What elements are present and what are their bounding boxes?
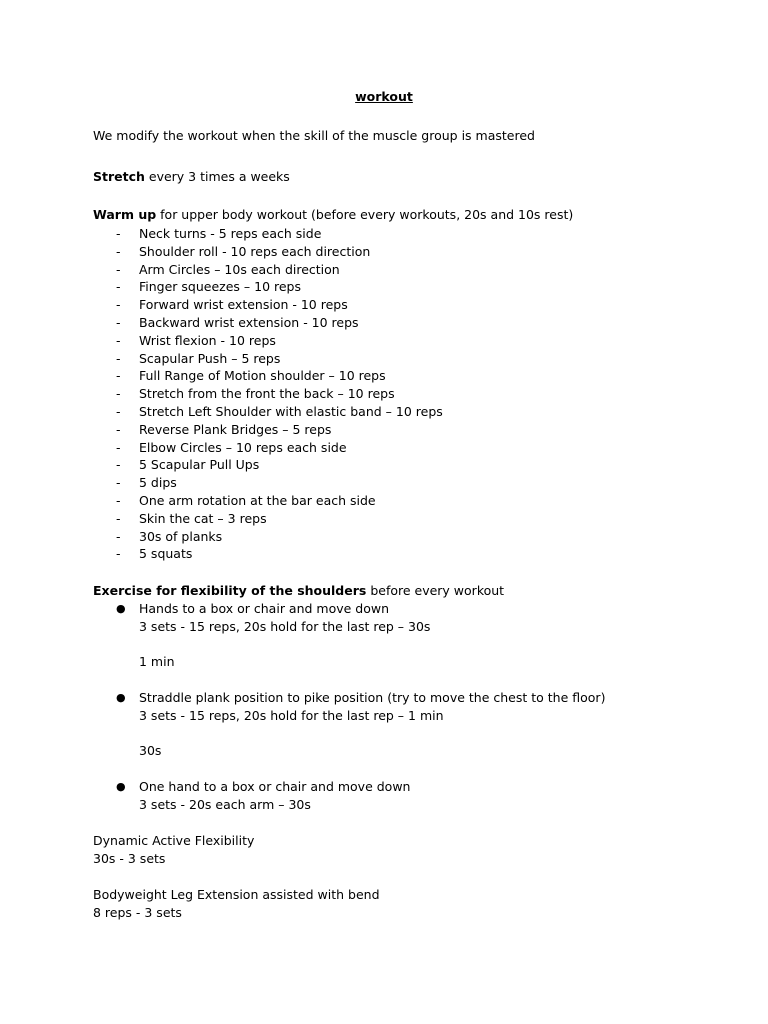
dash-marker: - [116, 314, 121, 330]
list-item: - Reverse Plank Bridges – 5 reps [116, 421, 332, 437]
flexibility-item-title: Hands to a box or chair and move down [139, 601, 390, 616]
leg-extension-detail: 8 reps - 3 sets [93, 904, 182, 920]
flexibility-item-extra: 1 min [139, 653, 175, 669]
document-title: workout [355, 89, 413, 104]
flexibility-text: before every workout [366, 583, 505, 598]
list-item: - Elbow Circles – 10 reps each side [116, 439, 347, 455]
bullet-marker: ● [116, 780, 126, 793]
bullet-marker: ● [116, 691, 126, 704]
intro-paragraph: We modify the workout when the skill of the muscle group is mastered [93, 128, 535, 143]
dash-marker: - [116, 386, 121, 402]
flexibility-item-detail: 3 sets - 20s each arm – 30s [139, 796, 311, 812]
bullet-marker: ● [116, 602, 126, 615]
list-item: - Backward wrist extension - 10 reps [116, 314, 359, 330]
flexibility-item [93, 689, 605, 759]
dash-marker: - [116, 350, 121, 366]
list-item: - Shoulder roll - 10 reps each direction [116, 243, 371, 259]
stretch-text: every 3 times a weeks [144, 169, 290, 184]
list-item: - 5 dips [116, 475, 177, 491]
flexibility-item [93, 778, 410, 814]
list-item: - Skin the cat – 3 reps [116, 510, 267, 526]
list-item: - 30s of planks [116, 528, 223, 544]
dash-marker: - [116, 510, 121, 526]
flexibility-heading-line [93, 582, 733, 600]
dash-marker: - [116, 457, 121, 473]
dash-marker: - [116, 243, 121, 259]
dynamic-flexibility-section [93, 832, 733, 868]
dash-marker: - [116, 261, 121, 277]
list-item: - Wrist flexion - 10 reps [116, 332, 276, 348]
flexibility-item-title: One hand to a box or chair and move down [139, 779, 411, 794]
warmup-text: for upper body workout (before every workouts, 20s and 10s rest) [156, 207, 574, 222]
stretch-heading: Stretch [93, 169, 145, 184]
dash-marker: - [116, 439, 121, 455]
flexibility-item-extra: 30s [139, 742, 162, 758]
dash-marker: - [116, 368, 121, 384]
dash-marker: - [116, 332, 121, 348]
list-item: - 5 Scapular Pull Ups [116, 457, 260, 473]
list-item: - Finger squeezes – 10 reps [116, 279, 302, 295]
flexibility-item-detail: 3 sets - 15 reps, 20s hold for the last rep – 1 min [139, 707, 444, 723]
list-item: - 5 squats [116, 546, 193, 562]
dash-marker: - [116, 475, 121, 491]
warmup-heading: Warm up [93, 207, 157, 222]
flexibility-item-title: Straddle plank position to pike position (try to move the chest to the floor) [139, 690, 606, 705]
dash-marker: - [116, 492, 121, 508]
stretch-paragraph [93, 168, 733, 186]
leg-extension-title: Bodyweight Leg Extension assisted with bend [93, 887, 380, 902]
list-item: - Stretch from the front the back – 10 reps [116, 386, 395, 402]
dash-marker: - [116, 546, 121, 562]
list-item: - Forward wrist extension - 10 reps [116, 297, 348, 313]
dash-marker: - [116, 528, 121, 544]
flexibility-item-detail: 3 sets - 15 reps, 20s hold for the last rep – 30s [139, 618, 431, 634]
dash-marker: - [116, 403, 121, 419]
list-item: - Neck turns - 5 reps each side [116, 226, 322, 241]
dash-marker: - [116, 226, 121, 241]
dash-marker: - [116, 279, 121, 295]
dash-marker: - [116, 421, 121, 437]
flexibility-heading: Exercise for flexibility of the shoulders [93, 583, 367, 598]
dynamic-flexibility-detail: 30s - 3 sets [93, 850, 166, 866]
list-item: - Arm Circles – 10s each direction [116, 261, 340, 277]
list-item: - One arm rotation at the bar each side [116, 492, 376, 508]
warmup-heading-line [93, 206, 733, 224]
dash-marker: - [116, 297, 121, 313]
dynamic-flexibility-title: Dynamic Active Flexibility [93, 833, 255, 848]
warmup-list [93, 225, 443, 563]
leg-extension-section [93, 886, 733, 922]
list-item: - Scapular Push – 5 reps [116, 350, 281, 366]
list-item: - Full Range of Motion shoulder – 10 reps [116, 368, 386, 384]
list-item: - Stretch Left Shoulder with elastic band – 10 reps [116, 403, 443, 419]
flexibility-item [93, 600, 430, 670]
